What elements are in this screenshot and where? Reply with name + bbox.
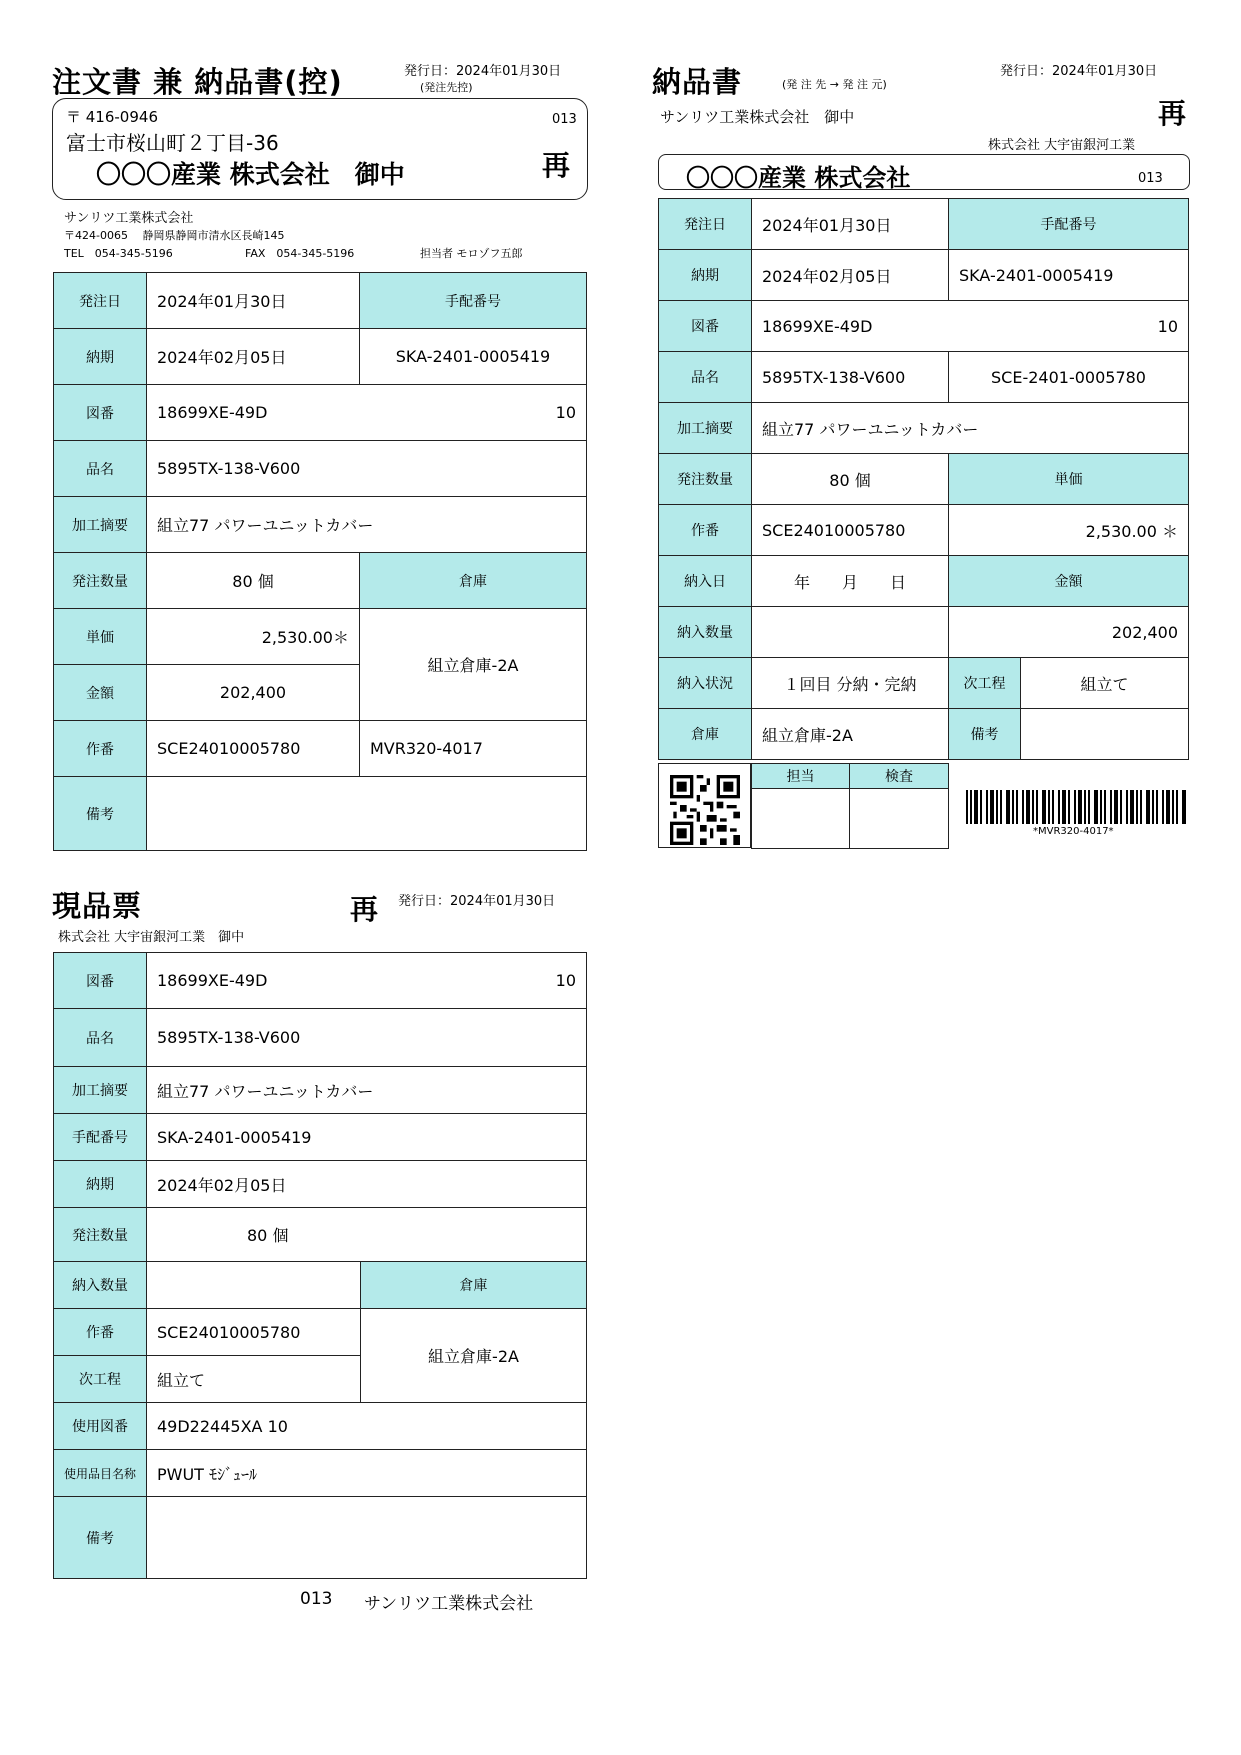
tag-label-used-drawing: 使用図番 [54, 1403, 147, 1450]
tag-table [53, 952, 587, 1579]
tag-due-date: 2024年02月05日 [147, 1161, 587, 1208]
tag-used-drawing: 49D22445XA 10 [147, 1403, 587, 1450]
dn-label-order-date: 発注日 [659, 199, 752, 250]
delivery-note-title: 納品書 [652, 65, 743, 99]
dn-process-summary: 組立77 パワーユニットカバー [752, 403, 1189, 454]
dn-arrangement-no: SKA-2401-0005419 [949, 250, 1189, 301]
dn-drawing-no: 18699XE-49D [762, 316, 873, 336]
label-arrangement-no: 手配番号 [360, 273, 587, 329]
tag-to: 株式会社 大宇宙銀河工業 御中 [58, 930, 245, 945]
delivery-note-to: サンリツ工業株式会社 御中 [660, 108, 855, 126]
delivery-note-table [658, 198, 1189, 760]
order-copy-address: 富士市桜山町２丁目-36 [66, 131, 279, 155]
dn-unit-price: 2,530.00 ＊ [949, 505, 1189, 556]
dn-due-date: 2024年02月05日 [752, 250, 949, 301]
tag-label-next-process: 次工程 [54, 1356, 147, 1403]
dn-warehouse: 組立倉庫-2A [752, 709, 949, 760]
sender-address: 〒424-0065 静岡県静岡市清水区長崎145 [64, 229, 285, 242]
unit-price: 2,530.00＊ [147, 609, 360, 665]
dn-stamp-table [751, 763, 949, 849]
remarks [147, 777, 587, 851]
tag-warehouse: 組立倉庫-2A [361, 1309, 587, 1403]
dn-label-person: 担当 [752, 764, 850, 789]
dn-label-warehouse: 倉庫 [659, 709, 752, 760]
order-qty: 80 個 [147, 553, 360, 609]
delivery-note-supplier: 〇〇〇産業 株式会社 [686, 164, 911, 192]
tag-drawing-revision: 10 [555, 971, 576, 990]
order-copy-reissue-mark: 再 [542, 149, 571, 182]
tag-label-due-date: 納期 [54, 1161, 147, 1208]
order-copy-addressee: 〇〇〇産業 株式会社 御中 [96, 160, 405, 189]
order-copy-issue-date: 発行日：2024年01月30日 [404, 64, 562, 79]
dn-amount: 202,400 [949, 607, 1189, 658]
qr-code-icon [670, 775, 740, 845]
label-unit-price: 単価 [54, 609, 147, 665]
order-copy-issue-note: (発注先控) [420, 81, 473, 94]
dn-inspection-stamp[interactable] [850, 789, 949, 849]
tag-label-delivery-qty: 納入数量 [54, 1262, 147, 1309]
sender-name: サンリツ工業株式会社 [64, 211, 194, 226]
dn-label-item-name: 品名 [659, 352, 752, 403]
ref-no: MVR320-4017 [360, 721, 587, 777]
dn-label-remarks: 備考 [949, 709, 1021, 760]
dn-label-delivery-date: 納入日 [659, 556, 752, 607]
tag-arrangement-no: SKA-2401-0005419 [147, 1114, 587, 1161]
label-remarks: 備考 [54, 777, 147, 851]
label-process: 加工摘要 [54, 497, 147, 553]
delivery-note-code: 013 [1138, 171, 1163, 186]
tag-footer-code: 013 [300, 1589, 333, 1609]
tag-label-remarks: 備考 [54, 1497, 147, 1579]
warehouse: 組立倉庫-2A [360, 609, 587, 721]
dn-work-no: SCE24010005780 [752, 505, 949, 556]
barcode-text: *MVR320-4017* [1033, 826, 1114, 837]
amount: 202,400 [147, 665, 360, 721]
label-order-date: 発注日 [54, 273, 147, 329]
dn-label-amount: 金額 [949, 556, 1189, 607]
delivery-note-reissue-mark: 再 [1158, 97, 1187, 130]
order-copy-postal: 〒 416-0946 [66, 108, 158, 126]
dn-remarks[interactable] [1021, 709, 1189, 760]
label-work-no: 作番 [54, 721, 147, 777]
dn-label-delivery-status: 納入状況 [659, 658, 752, 709]
tag-label-warehouse: 倉庫 [361, 1262, 587, 1309]
process-summary: 組立77 パワーユニットカバー [147, 497, 587, 553]
dn-drawing-revision: 10 [1157, 316, 1178, 336]
order-copy-table [53, 272, 587, 851]
tag-label-item-name: 品名 [54, 1009, 147, 1067]
tag-item-name: 5895TX-138-V600 [147, 1009, 587, 1067]
dn-label-next-process: 次工程 [949, 658, 1021, 709]
tag-drawing-no: 18699XE-49D [157, 971, 268, 990]
tag-reissue-mark: 再 [350, 893, 379, 926]
order-date: 2024年01月30日 [147, 273, 360, 329]
order-copy-code: 013 [552, 112, 577, 127]
arrangement-no: SKA-2401-0005419 [360, 329, 587, 385]
barcode-icon [966, 790, 1188, 824]
contact-person: 担当者 モロゾフ五郎 [420, 247, 523, 260]
delivery-note-subtitle: (発 注 先 → 発 注 元) [782, 78, 887, 91]
dn-person-stamp[interactable] [752, 789, 850, 849]
tag-label-used-item: 使用品目名称 [54, 1450, 147, 1497]
item-name: 5895TX-138-V600 [147, 441, 587, 497]
dn-item-name: 5895TX-138-V600 [752, 352, 949, 403]
tag-footer-company: サンリツ工業株式会社 [364, 1594, 534, 1614]
dn-label-process: 加工摘要 [659, 403, 752, 454]
dn-label-drawing-no: 図番 [659, 301, 752, 352]
tag-remarks[interactable] [147, 1497, 587, 1579]
sender-tel: TEL 054-345-5196 [64, 247, 173, 260]
delivery-note-from: 株式会社 大宇宙銀河工業 [988, 138, 1136, 153]
tag-next-process: 組立て [147, 1356, 361, 1403]
dn-delivery-qty[interactable] [752, 607, 949, 658]
tag-work-no: SCE24010005780 [147, 1309, 361, 1356]
dn-order-qty: 80 個 [752, 454, 949, 505]
label-warehouse: 倉庫 [360, 553, 587, 609]
dn-order-date: 2024年01月30日 [752, 199, 949, 250]
tag-title: 現品票 [52, 889, 143, 923]
tag-process-summary: 組立77 パワーユニットカバー [147, 1067, 587, 1114]
drawing-no: 18699XE-49D [157, 403, 268, 422]
tag-delivery-qty[interactable] [147, 1262, 361, 1309]
tag-label-drawing-no: 図番 [54, 953, 147, 1009]
tag-label-arrangement-no: 手配番号 [54, 1114, 147, 1161]
drawing-revision: 10 [555, 403, 576, 422]
order-copy-title: 注文書 兼 納品書(控) [52, 65, 343, 99]
dn-label-delivery-qty: 納入数量 [659, 607, 752, 658]
dn-label-arrangement-no: 手配番号 [949, 199, 1189, 250]
dn-label-order-qty: 発注数量 [659, 454, 752, 505]
dn-delivery-date[interactable]: 年 月 日 [752, 556, 949, 607]
dn-label-work-no: 作番 [659, 505, 752, 556]
label-drawing-no: 図番 [54, 385, 147, 441]
label-due-date: 納期 [54, 329, 147, 385]
tag-order-qty: 80 個 [147, 1208, 587, 1262]
work-no: SCE24010005780 [147, 721, 360, 777]
sender-fax: FAX 054-345-5196 [245, 247, 355, 260]
dn-delivery-status[interactable]: １回目 分納・完納 [752, 658, 949, 709]
label-order-qty: 発注数量 [54, 553, 147, 609]
dn-label-unit-price: 単価 [949, 454, 1189, 505]
tag-label-order-qty: 発注数量 [54, 1208, 147, 1262]
label-item-name: 品名 [54, 441, 147, 497]
tag-label-work-no: 作番 [54, 1309, 147, 1356]
tag-issue-date: 発行日：2024年01月30日 [398, 894, 556, 909]
due-date: 2024年02月05日 [147, 329, 360, 385]
dn-next-process: 組立て [1021, 658, 1189, 709]
delivery-note-issue-date: 発行日：2024年01月30日 [1000, 64, 1158, 79]
dn-sce-no: SCE-2401-0005780 [949, 352, 1189, 403]
tag-label-process: 加工摘要 [54, 1067, 147, 1114]
dn-label-inspection: 検査 [850, 764, 949, 789]
tag-used-item: PWUT ﾓｼﾞｭｰﾙ [147, 1450, 587, 1497]
dn-label-due-date: 納期 [659, 250, 752, 301]
label-amount: 金額 [54, 665, 147, 721]
